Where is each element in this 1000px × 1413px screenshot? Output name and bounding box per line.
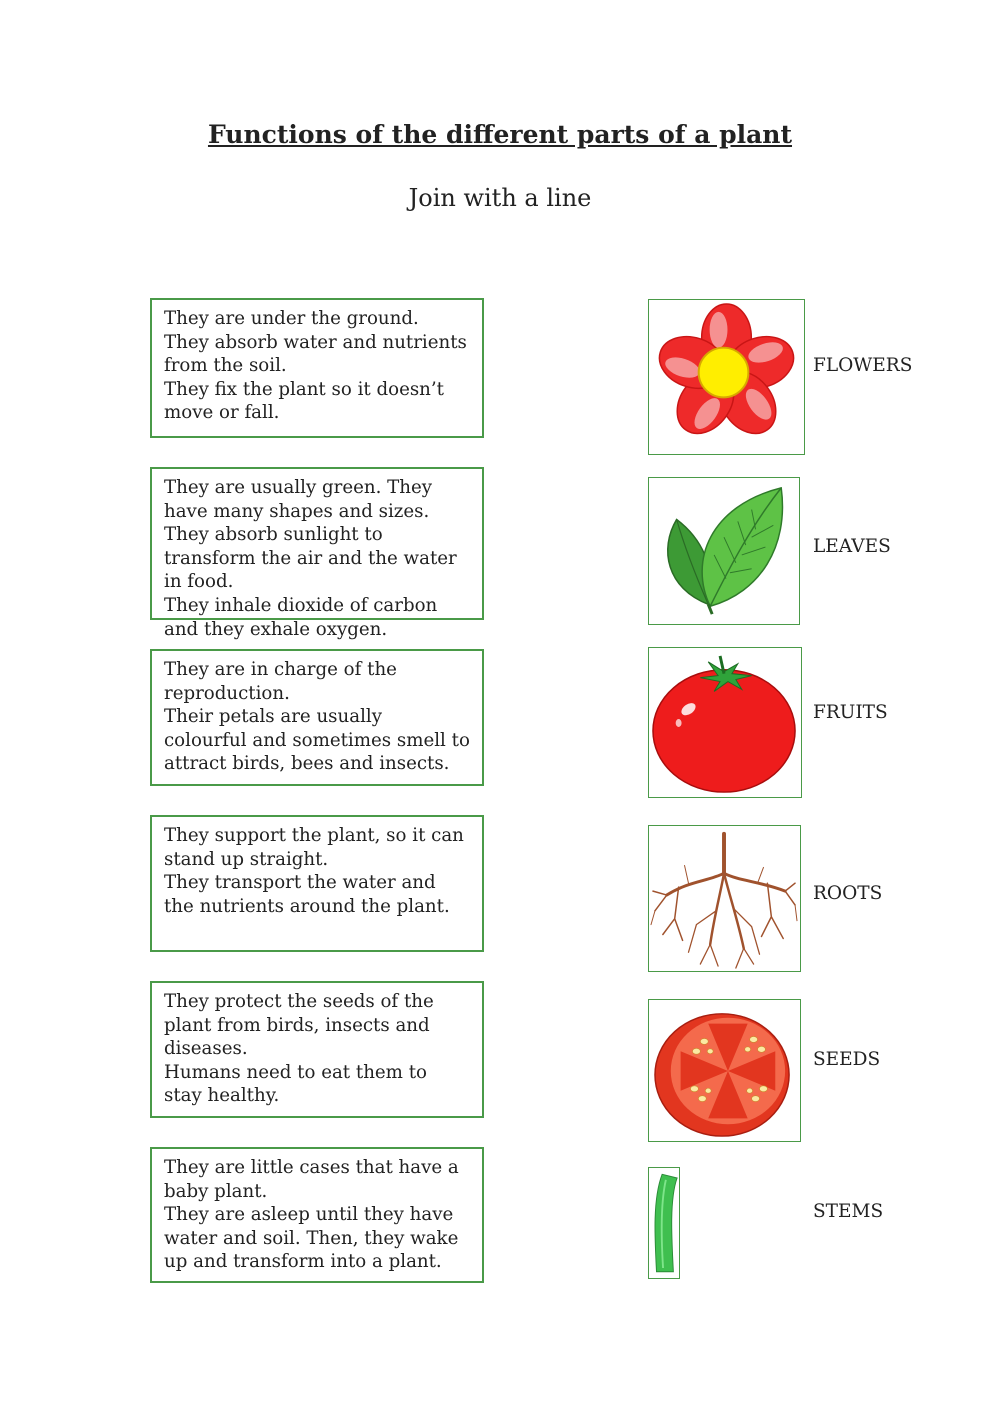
- description-text: They are usually green. They have many shapes and sizes. They absorb sunlight to transform the air and the water in food. They inhale dioxide of carbon and they exhale oxygen.: [164, 477, 457, 640]
- seeds-picture[interactable]: [648, 999, 801, 1142]
- tomato-icon: [649, 648, 801, 797]
- part-label-leaves: LEAVES: [813, 536, 891, 557]
- page-title: Functions of the different parts of a plant: [207, 120, 793, 149]
- description-box-6[interactable]: [150, 1147, 484, 1283]
- description-box-4[interactable]: [150, 815, 484, 952]
- stem-icon: [649, 1168, 679, 1278]
- fruit-picture[interactable]: [648, 647, 802, 798]
- leaves-icon: [649, 478, 799, 624]
- description-box-5[interactable]: [150, 981, 484, 1118]
- tomato-slice-icon: [649, 1000, 800, 1141]
- roots-icon: [649, 826, 800, 971]
- description-text: They are little cases that have a baby plant. They are asleep until they have water and soil. Then, they wake up and transform into a plant.: [164, 1157, 459, 1273]
- stem-picture[interactable]: [648, 1167, 680, 1279]
- flower-picture[interactable]: [648, 299, 805, 455]
- description-text: They are in charge of the reproduction. Their petals are usually colourful and sometimes smell to attract birds, bees and insects.: [164, 659, 470, 775]
- instructions: Join with a line: [408, 184, 592, 212]
- description-box-3[interactable]: [150, 649, 484, 786]
- part-label-fruits: FRUITS: [813, 702, 888, 723]
- roots-picture[interactable]: [648, 825, 801, 972]
- leaves-picture[interactable]: [648, 477, 800, 625]
- description-text: They are under the ground. They absorb water and nutrients from the soil. They fix the plant so it doesn’t move or fall.: [164, 308, 467, 424]
- part-label-stems: STEMS: [813, 1201, 884, 1222]
- description-text: They protect the seeds of the plant from birds, insects and diseases. Humans need to eat them to stay healthy.: [164, 991, 434, 1107]
- description-text: They support the plant, so it can stand up straight. They transport the water and the nutrients around the plant.: [164, 825, 464, 917]
- part-label-roots: ROOTS: [813, 883, 883, 904]
- description-box-2[interactable]: [150, 467, 484, 640]
- description-box-1[interactable]: [150, 298, 484, 438]
- part-label-seeds: SEEDS: [813, 1049, 881, 1070]
- part-label-flowers: FLOWERS: [813, 355, 913, 376]
- flower-icon: [649, 300, 804, 454]
